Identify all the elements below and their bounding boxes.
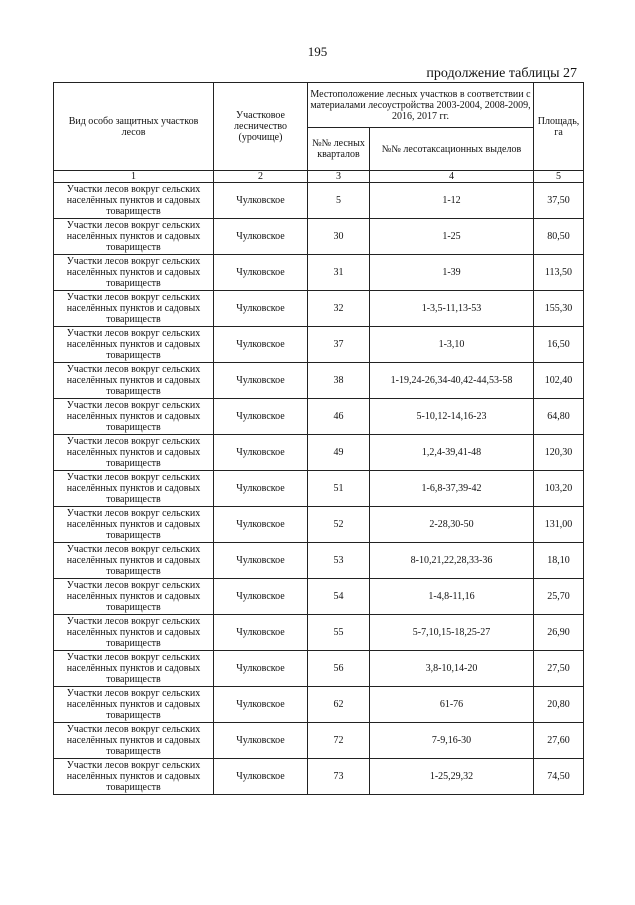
cell-area: 25,70 — [534, 579, 584, 615]
protected-forest-table — [53, 82, 584, 795]
cell-kind: Участки лесов вокруг сельских населённых пунктов и садовых товариществ — [54, 255, 214, 291]
cell-kind: Участки лесов вокруг сельских населённых пунктов и садовых товариществ — [54, 183, 214, 219]
table-row — [54, 759, 584, 795]
cell-sections: 3,8-10,14-20 — [370, 651, 534, 687]
cell-area: 20,80 — [534, 687, 584, 723]
cell-kind: Участки лесов вокруг сельских населённых пунктов и садовых товариществ — [54, 219, 214, 255]
table-row — [54, 615, 584, 651]
table-row — [54, 291, 584, 327]
cell-forestry: Чулковское — [214, 759, 308, 795]
cell-kind: Участки лесов вокруг сельских населённых пунктов и садовых товариществ — [54, 615, 214, 651]
cell-quarter: 5 — [308, 183, 370, 219]
cell-kind: Участки лесов вокруг сельских населённых пунктов и садовых товариществ — [54, 435, 214, 471]
cell-sections: 1-3,10 — [370, 327, 534, 363]
cell-forestry: Чулковское — [214, 219, 308, 255]
cell-area: 120,30 — [534, 435, 584, 471]
cell-sections: 5-10,12-14,16-23 — [370, 399, 534, 435]
cell-sections: 1-25 — [370, 219, 534, 255]
cell-area: 131,00 — [534, 507, 584, 543]
header-forestry: Участковое лесничество (урочище) — [214, 83, 308, 171]
cell-sections: 5-7,10,15-18,25-27 — [370, 615, 534, 651]
table-row — [54, 399, 584, 435]
cell-quarter: 55 — [308, 615, 370, 651]
table-row — [54, 363, 584, 399]
cell-quarter: 31 — [308, 255, 370, 291]
cell-area: 37,50 — [534, 183, 584, 219]
cell-area: 155,30 — [534, 291, 584, 327]
cell-sections: 1,2,4-39,41-48 — [370, 435, 534, 471]
cell-quarter: 62 — [308, 687, 370, 723]
cell-forestry: Чулковское — [214, 255, 308, 291]
header-sections: №№ лесотаксационных выделов — [370, 128, 534, 171]
cell-forestry: Чулковское — [214, 399, 308, 435]
cell-quarter: 56 — [308, 651, 370, 687]
cell-forestry: Чулковское — [214, 183, 308, 219]
cell-area: 26,90 — [534, 615, 584, 651]
header-quarters: №№ лесных кварталов — [308, 128, 370, 171]
cell-forestry: Чулковское — [214, 543, 308, 579]
table-row — [54, 435, 584, 471]
cell-forestry: Чулковское — [214, 687, 308, 723]
column-number: 4 — [370, 171, 534, 183]
cell-forestry: Чулковское — [214, 651, 308, 687]
page-number: 195 — [307, 44, 328, 59]
cell-forestry: Чулковское — [214, 435, 308, 471]
header-area: Площадь, га — [534, 83, 584, 171]
table-row — [54, 183, 584, 219]
cell-sections: 1-39 — [370, 255, 534, 291]
cell-quarter: 46 — [308, 399, 370, 435]
cell-kind: Участки лесов вокруг сельских населённых пунктов и садовых товариществ — [54, 471, 214, 507]
cell-quarter: 51 — [308, 471, 370, 507]
cell-sections: 1-19,24-26,34-40,42-44,53-58 — [370, 363, 534, 399]
cell-kind: Участки лесов вокруг сельских населённых пунктов и садовых товариществ — [54, 651, 214, 687]
cell-area: 80,50 — [534, 219, 584, 255]
cell-area: 74,50 — [534, 759, 584, 795]
cell-forestry: Чулковское — [214, 471, 308, 507]
cell-quarter: 54 — [308, 579, 370, 615]
cell-sections: 1-25,29,32 — [370, 759, 534, 795]
header-kind: Вид особо защитных участков лесов — [54, 83, 214, 171]
cell-quarter: 32 — [308, 291, 370, 327]
cell-sections: 1-6,8-37,39-42 — [370, 471, 534, 507]
cell-area: 18,10 — [534, 543, 584, 579]
cell-sections: 2-28,30-50 — [370, 507, 534, 543]
cell-quarter: 30 — [308, 219, 370, 255]
cell-kind: Участки лесов вокруг сельских населённых пунктов и садовых товариществ — [54, 543, 214, 579]
cell-sections: 1-3,5-11,13-53 — [370, 291, 534, 327]
cell-sections: 7-9,16-30 — [370, 723, 534, 759]
cell-quarter: 52 — [308, 507, 370, 543]
table-row — [54, 471, 584, 507]
column-number: 1 — [54, 171, 214, 183]
column-number: 2 — [214, 171, 308, 183]
cell-quarter: 72 — [308, 723, 370, 759]
cell-area: 16,50 — [534, 327, 584, 363]
cell-sections: 61-76 — [370, 687, 534, 723]
cell-sections: 1-4,8-11,16 — [370, 579, 534, 615]
cell-quarter: 49 — [308, 435, 370, 471]
cell-kind: Участки лесов вокруг сельских населённых пунктов и садовых товариществ — [54, 723, 214, 759]
column-number-row — [54, 171, 584, 183]
cell-area: 27,60 — [534, 723, 584, 759]
cell-sections: 8-10,21,22,28,33-36 — [370, 543, 534, 579]
cell-quarter: 37 — [308, 327, 370, 363]
cell-kind: Участки лесов вокруг сельских населённых пунктов и садовых товариществ — [54, 579, 214, 615]
cell-area: 103,20 — [534, 471, 584, 507]
table-row — [54, 327, 584, 363]
cell-area: 102,40 — [534, 363, 584, 399]
cell-forestry: Чулковское — [214, 579, 308, 615]
cell-area: 27,50 — [534, 651, 584, 687]
cell-area: 113,50 — [534, 255, 584, 291]
table-row — [54, 723, 584, 759]
cell-quarter: 38 — [308, 363, 370, 399]
cell-quarter: 53 — [308, 543, 370, 579]
cell-quarter: 73 — [308, 759, 370, 795]
cell-sections: 1-12 — [370, 183, 534, 219]
table-row — [54, 687, 584, 723]
cell-forestry: Чулковское — [214, 615, 308, 651]
table-continuation-label: продолжение таблицы 27 — [426, 66, 577, 81]
cell-kind: Участки лесов вокруг сельских населённых пунктов и садовых товариществ — [54, 399, 214, 435]
cell-forestry: Чулковское — [214, 291, 308, 327]
cell-kind: Участки лесов вокруг сельских населённых пунктов и садовых товариществ — [54, 687, 214, 723]
cell-kind: Участки лесов вокруг сельских населённых пунктов и садовых товариществ — [54, 291, 214, 327]
cell-kind: Участки лесов вокруг сельских населённых пунктов и садовых товариществ — [54, 363, 214, 399]
table-row — [54, 219, 584, 255]
cell-kind: Участки лесов вокруг сельских населённых пунктов и садовых товариществ — [54, 759, 214, 795]
table-row — [54, 579, 584, 615]
cell-forestry: Чулковское — [214, 507, 308, 543]
table-row — [54, 507, 584, 543]
cell-kind: Участки лесов вокруг сельских населённых пунктов и садовых товариществ — [54, 507, 214, 543]
cell-forestry: Чулковское — [214, 723, 308, 759]
cell-kind: Участки лесов вокруг сельских населённых пунктов и садовых товариществ — [54, 327, 214, 363]
cell-area: 64,80 — [534, 399, 584, 435]
header-location-group: Местоположение лесных участков в соответствии с материалами лесоустройства 2003-2004, 2008-2009, 2016, 2017 гг. — [308, 83, 534, 128]
table-row — [54, 543, 584, 579]
column-number: 3 — [308, 171, 370, 183]
cell-forestry: Чулковское — [214, 363, 308, 399]
header-row — [54, 83, 584, 128]
table-row — [54, 255, 584, 291]
table-row — [54, 651, 584, 687]
cell-forestry: Чулковское — [214, 327, 308, 363]
column-number: 5 — [534, 171, 584, 183]
